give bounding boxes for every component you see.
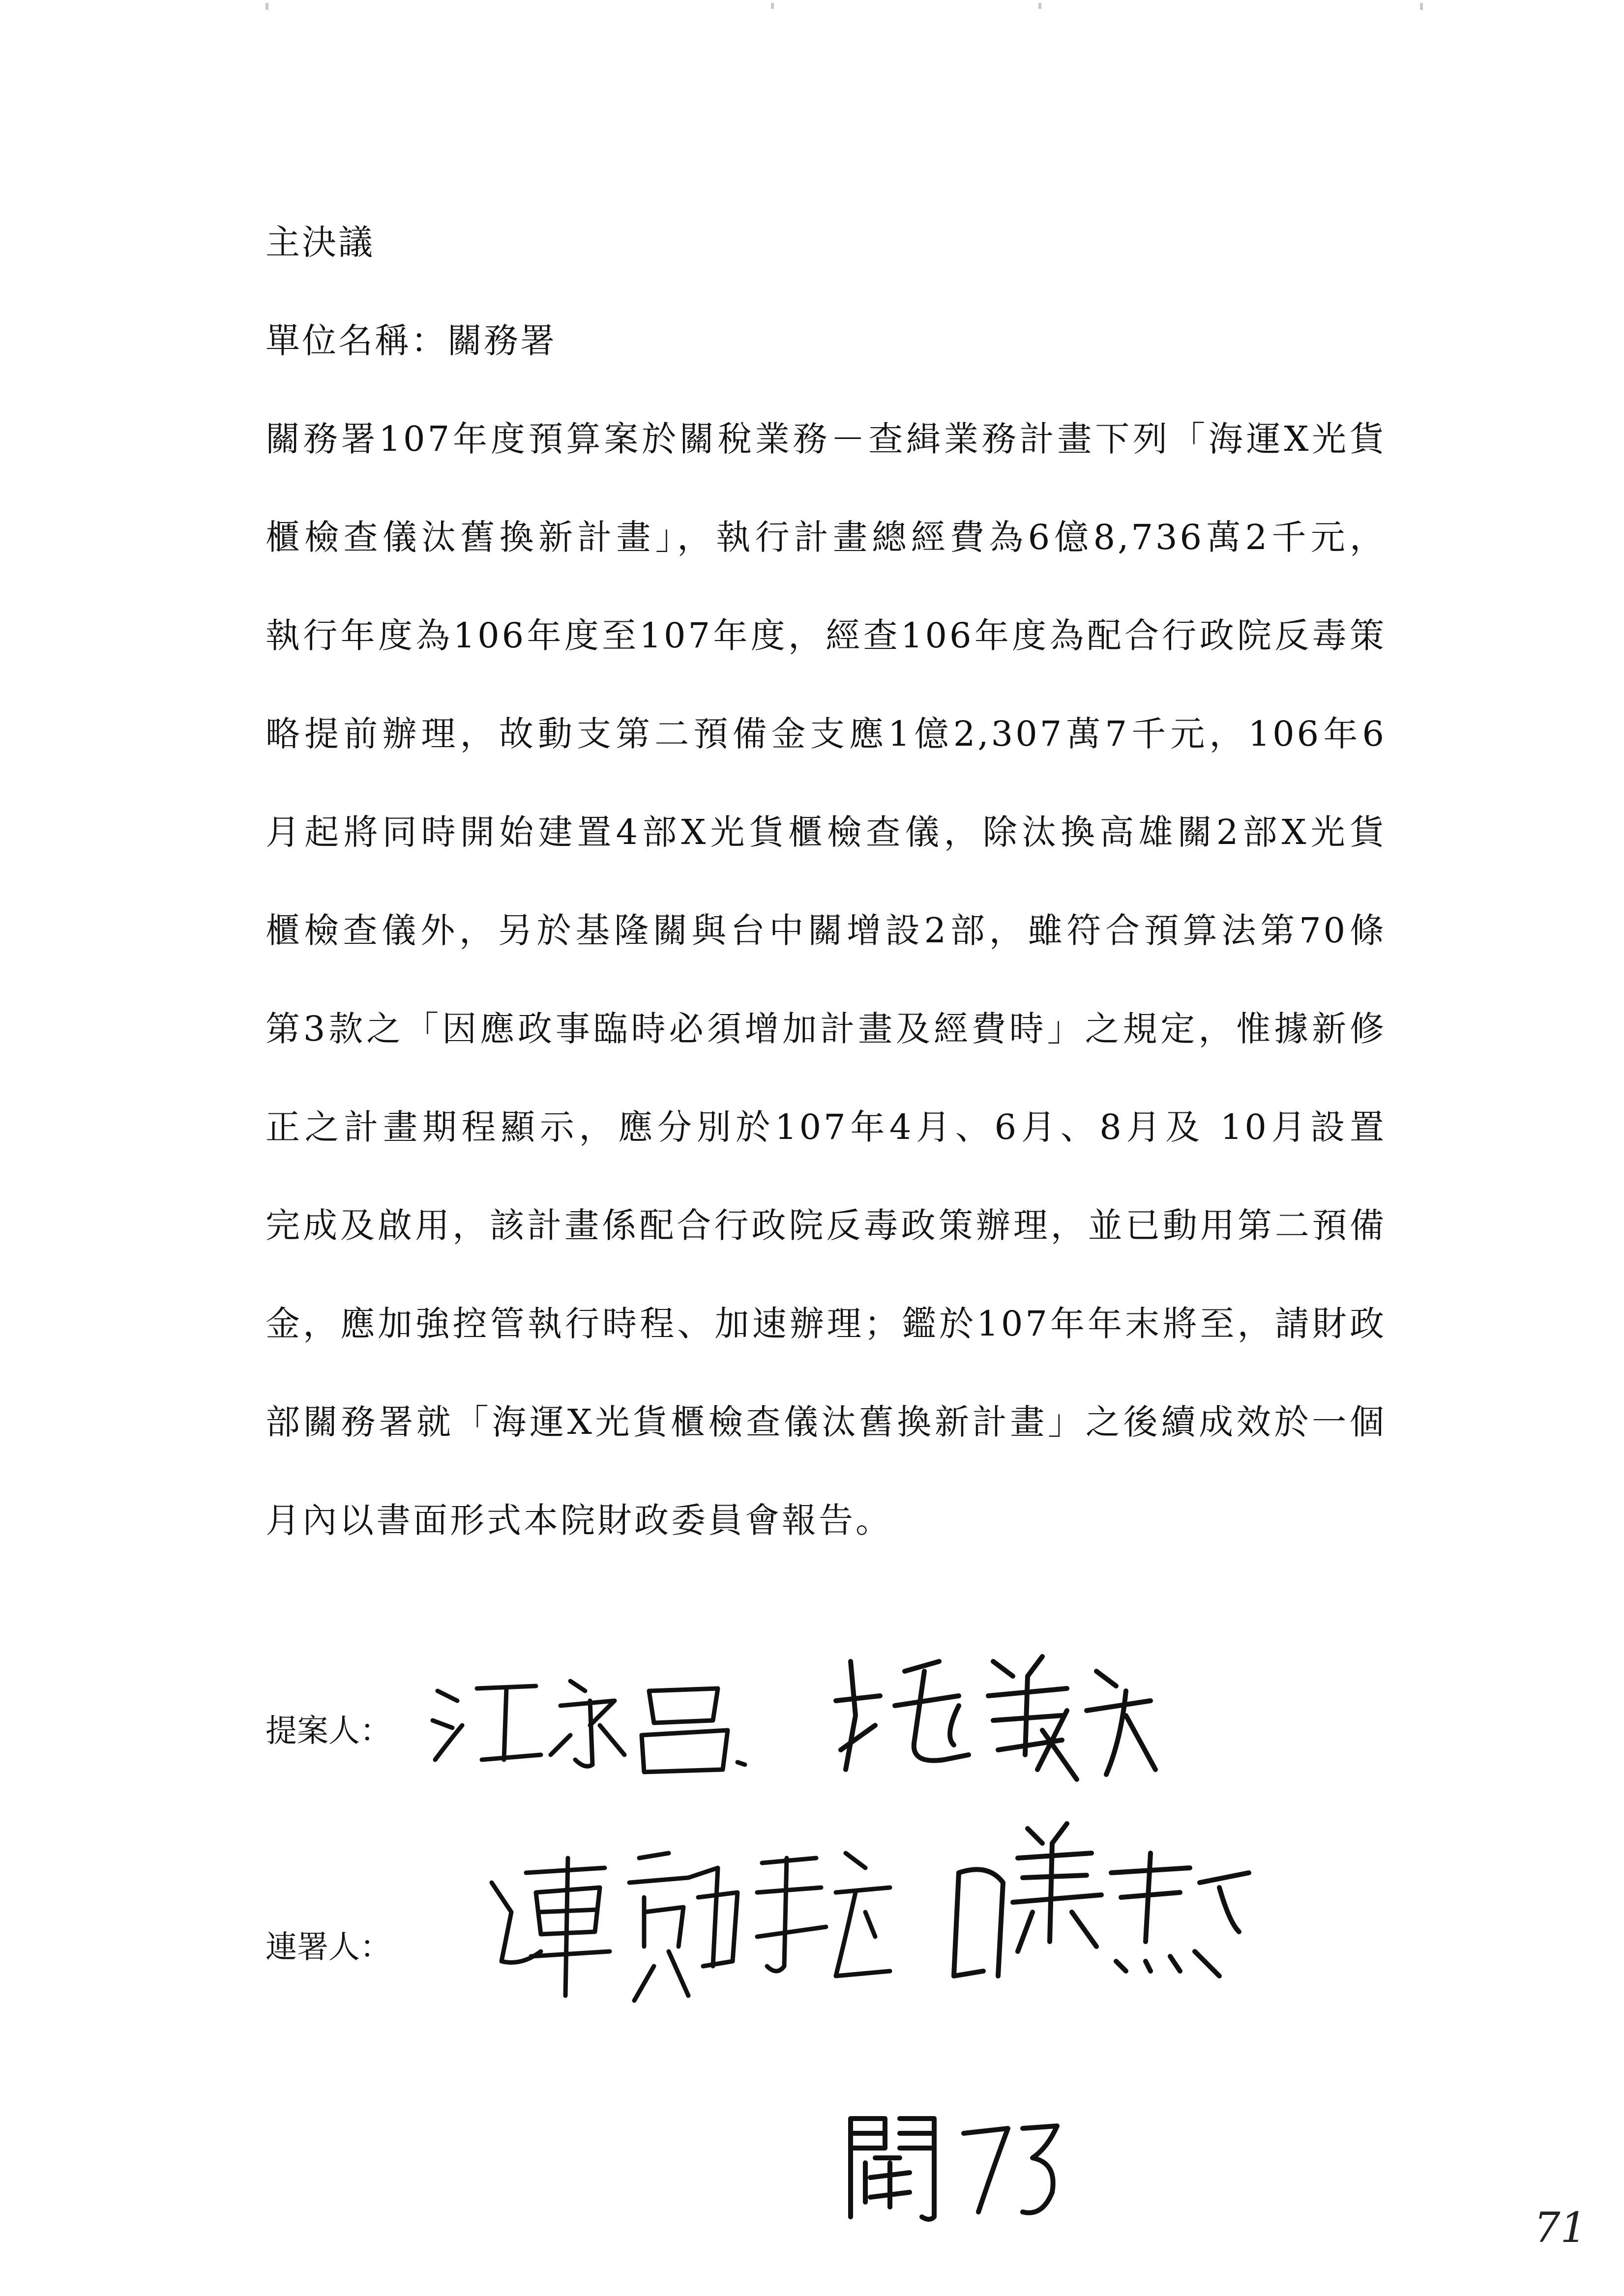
body-line: 正之計畫期程顯示，應分別於107年4月、6月、8月及 10月設置: [266, 1107, 1387, 1147]
cosigner-label: 連署人：: [266, 1929, 391, 1966]
proposer-label: 提案人：: [266, 1713, 391, 1749]
scan-mark: [1038, 3, 1041, 9]
body-line: 關務署107年度預算案於關稅業務－查緝業務計畫下列「海運X光貨: [266, 419, 1387, 459]
proposer-signature-2: [831, 1642, 1165, 1789]
body-line: 月起將同時開始建置4部X光貨櫃檢查儀，除汰換高雄關2部X光貨: [266, 812, 1387, 852]
page-number-text: 71: [1534, 2204, 1587, 2252]
body-line: 執行年度為106年度至107年度，經查106年度為配合行政院反毒策: [266, 615, 1387, 656]
resolution-title: 主決議: [266, 222, 375, 262]
scan-mark: [1420, 3, 1423, 10]
scan-mark: [771, 3, 774, 9]
proposer-signature-1: [423, 1661, 777, 1789]
unit-name-line: 單位名稱：關務署: [266, 320, 557, 361]
cosigner-signature-1: [482, 1838, 895, 2015]
body-line: 櫃檢查儀汰舊換新計畫」，執行計畫總經費為6億8,736萬2千元，: [266, 517, 1387, 557]
scan-mark: [266, 3, 268, 10]
cosigner-signature-2: [944, 1814, 1259, 2020]
body-line: 完成及啟用，該計畫係配合行政院反毒政策辦理，並已動用第二預備: [266, 1205, 1387, 1246]
body-line: 部關務署就「海運X光貨櫃檢查儀汰舊換新計畫」之後續成效於一個: [266, 1402, 1387, 1442]
body-line: 金，應加強控管執行時程、加速辦理；鑑於107年年末將至，請財政: [266, 1304, 1387, 1344]
body-line: 月內以書面形式本院財政委員會報告。: [266, 1500, 892, 1540]
body-line: 櫃檢查儀外，另於基隆關與台中關增設2部，雖符合預算法第70條: [266, 910, 1387, 951]
extra-signature: [836, 2099, 1062, 2227]
body-line: 第3款之「因應政事臨時必須增加計畫及經費時」之規定，惟據新修: [266, 1009, 1387, 1049]
body-line: 略提前辦理，故動支第二預備金支應1億2,307萬7千元，106年6: [266, 714, 1387, 754]
page-number: [1534, 2204, 1587, 2252]
